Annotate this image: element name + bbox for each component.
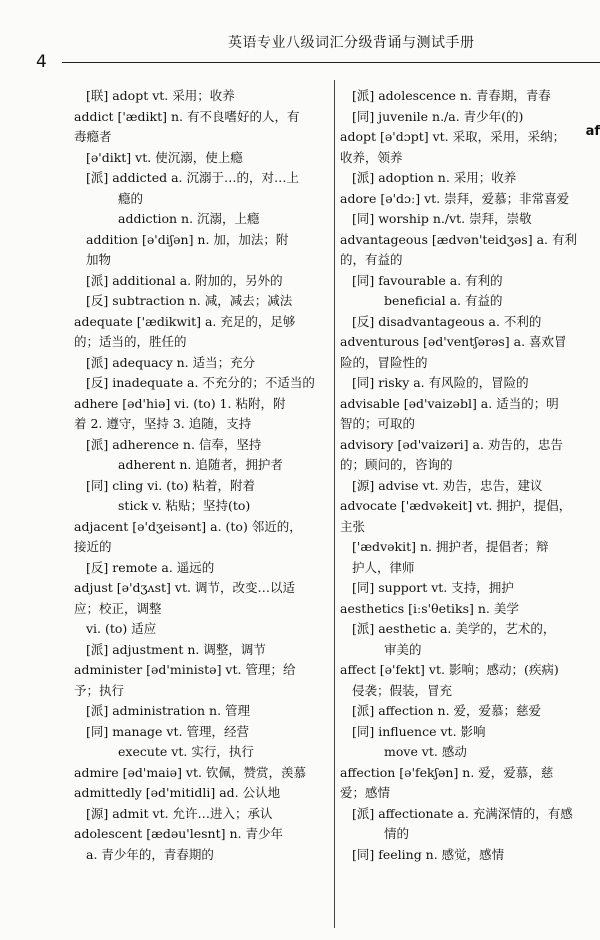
next-page-edge-text: af bbox=[585, 124, 600, 139]
entry-line: 毒瘾者 bbox=[74, 129, 112, 144]
entry-line: [反] remote a. 遥远的 bbox=[86, 559, 215, 575]
entry-line: 加物 bbox=[86, 252, 112, 267]
entry-line: 收养，领养 bbox=[340, 149, 403, 165]
entry-line: adhere [əd'hiə] vi. (to) 1. 粘附，附 bbox=[74, 395, 286, 411]
entry-line: 情的 bbox=[384, 826, 410, 841]
entry-line: [派] adequacy n. 适当；充分 bbox=[86, 354, 256, 370]
page-number: 4 bbox=[36, 52, 47, 72]
entry-line: 着 2. 遵守，坚持 3. 追随，支持 bbox=[74, 416, 252, 431]
entry-line: adherent n. 追随者，拥护者 bbox=[118, 457, 283, 472]
entry-line: admittedly [əd'mitidli] ad. 公认地 bbox=[74, 785, 281, 800]
entry-line: adventurous [əd'ventʃərəs] a. 喜欢冒 bbox=[340, 334, 567, 349]
entry-line: administer [əd'ministə] vt. 管理；给 bbox=[74, 662, 296, 677]
entry-line: [反] subtraction n. 减，减去；减法 bbox=[86, 293, 293, 308]
entry-line: [派] additional a. 附加的，另外的 bbox=[86, 272, 283, 288]
entry-line: 爱；感情 bbox=[340, 785, 391, 800]
page-header bbox=[28, 30, 600, 70]
entry-line: addiction n. 沉溺，上瘾 bbox=[118, 211, 260, 226]
entry-line: 护人，律师 bbox=[352, 559, 415, 575]
entry-line: addict ['ædikt] n. 有不良嗜好的人，有 bbox=[74, 108, 300, 124]
entry-line: affection [ə'fekʃən] n. 爱，爱慕，慈 bbox=[340, 764, 554, 780]
entry-line: [派] adoption n. 采用；收养 bbox=[352, 170, 517, 185]
entry-line: [同] feeling n. 感觉，感情 bbox=[352, 846, 505, 862]
entry-line: adolescent [ædəu'lesnt] n. 青少年 bbox=[74, 826, 283, 841]
column-divider bbox=[334, 80, 335, 928]
entry-line: [同] favourable a. 有利的 bbox=[352, 272, 503, 288]
entry-line: adore [ə'dɔː] vt. 崇拜，爱慕；非常喜爱 bbox=[340, 190, 570, 206]
entry-line: adopt [ə'dɔpt] vt. 采取，采用，采纳； bbox=[340, 129, 566, 144]
entry-line: stick v. 粘贴；坚持(to) bbox=[118, 498, 251, 513]
entry-line: [反] disadvantageous a. 不利的 bbox=[352, 313, 542, 329]
entry-line: [同] juvenile n./a. 青少年(的) bbox=[352, 108, 524, 124]
entry-line: a. 青少年的，青春期的 bbox=[86, 846, 214, 862]
entry-line: 主张 bbox=[340, 518, 366, 534]
entry-line: [派] affectionate a. 充满深情的，有感 bbox=[352, 805, 573, 821]
entry-line: [源] admit vt. 允许…进入；承认 bbox=[86, 805, 273, 821]
entry-line: adjacent [ə'dʒeisənt] a. (to) 邻近的， bbox=[74, 518, 302, 534]
entry-line: vi. (to) 适应 bbox=[86, 621, 157, 636]
entry-line: [同] manage vt. 管理，经营 bbox=[86, 723, 249, 739]
entry-line: [ə'dikt] vt. 使沉溺，使上瘾 bbox=[86, 149, 243, 165]
entry-line: adequate ['ædikwit] a. 充足的，足够 bbox=[74, 313, 296, 329]
entry-line: [同] support vt. 支持，拥护 bbox=[352, 580, 514, 595]
entry-line: [派] aesthetic a. 美学的，艺术的， bbox=[352, 621, 556, 636]
right-column bbox=[340, 86, 590, 865]
entry-line: [派] adjustment n. 调整，调节 bbox=[86, 641, 266, 657]
entry-line: [联] adopt vt. 采用；收养 bbox=[86, 88, 235, 103]
entry-line: 智的；可取的 bbox=[340, 416, 416, 431]
entry-line: [派] affection n. 爱，爱慕；慈爱 bbox=[352, 703, 542, 718]
entry-line: [反] inadequate a. 不充分的；不适当的 bbox=[86, 375, 315, 390]
entry-line: 予；执行 bbox=[74, 682, 125, 698]
entry-line: advocate ['ædvəkeit] vt. 拥护，提倡， bbox=[340, 498, 572, 513]
entry-line: affect [ə'fekt] vt. 影响；感动；(疾病) bbox=[340, 662, 559, 677]
entry-line: move vt. 感动 bbox=[384, 744, 467, 759]
entry-line: [同] influence vt. 影响 bbox=[352, 723, 486, 739]
entry-line: advantageous [ædvən'teidʒəs] a. 有利 bbox=[340, 231, 577, 247]
entry-line: [派] adolescence n. 青春期，青春 bbox=[352, 88, 551, 103]
entry-line: [同] cling vi. (to) 粘着，附着 bbox=[86, 477, 256, 493]
running-title: 英语专业八级词汇分级背诵与测试手册 bbox=[228, 35, 475, 51]
entry-line: addition [ə'diʃən] n. 加，加法；附 bbox=[86, 231, 289, 247]
entry-line: 险的，冒险性的 bbox=[340, 354, 428, 370]
entry-line: 接近的 bbox=[74, 539, 112, 554]
entry-line: admire [əd'maiə] vt. 钦佩，赞赏，羡慕 bbox=[74, 764, 306, 780]
entry-line: ['ædvəkit] n. 拥护者，提倡者；辩 bbox=[352, 539, 549, 554]
entry-line: 的，有益的 bbox=[340, 252, 403, 267]
entry-line: advisable [əd'vaizəbl] a. 适当的；明 bbox=[340, 395, 559, 411]
header-rule bbox=[62, 62, 600, 63]
entry-line: adjust [ə'dʒʌst] vt. 调节，改变…以适 bbox=[74, 580, 295, 595]
entry-line: [派] administration n. 管理 bbox=[86, 703, 251, 718]
entry-line: aesthetics [iːs'θetiks] n. 美学 bbox=[340, 600, 519, 616]
entry-line: beneficial a. 有益的 bbox=[384, 293, 503, 308]
entry-line: 的；顾问的，咨询的 bbox=[340, 457, 453, 472]
entry-line: advisory [əd'vaizəri] a. 劝告的，忠告 bbox=[340, 436, 563, 452]
entry-line: [同] worship n./vt. 崇拜，崇敬 bbox=[352, 211, 532, 226]
entry-line: [派] adherence n. 信奉，坚持 bbox=[86, 436, 262, 452]
entry-line: [同] risky a. 有风险的，冒险的 bbox=[352, 375, 529, 390]
entry-line: [派] addicted a. 沉溺于…的，对…上 bbox=[86, 170, 299, 185]
entry-line: 应；校正，调整 bbox=[74, 600, 162, 616]
entry-line: [源] advise vt. 劝告，忠告，建议 bbox=[352, 477, 543, 493]
entry-line: 的；适当的，胜任的 bbox=[74, 334, 187, 349]
entry-line: execute vt. 实行，执行 bbox=[118, 744, 254, 759]
entry-line: 审美的 bbox=[384, 641, 422, 657]
entry-line: 瘾的 bbox=[118, 190, 144, 206]
entry-line: 侵袭；假装，冒充 bbox=[352, 682, 453, 698]
left-column bbox=[74, 86, 332, 865]
